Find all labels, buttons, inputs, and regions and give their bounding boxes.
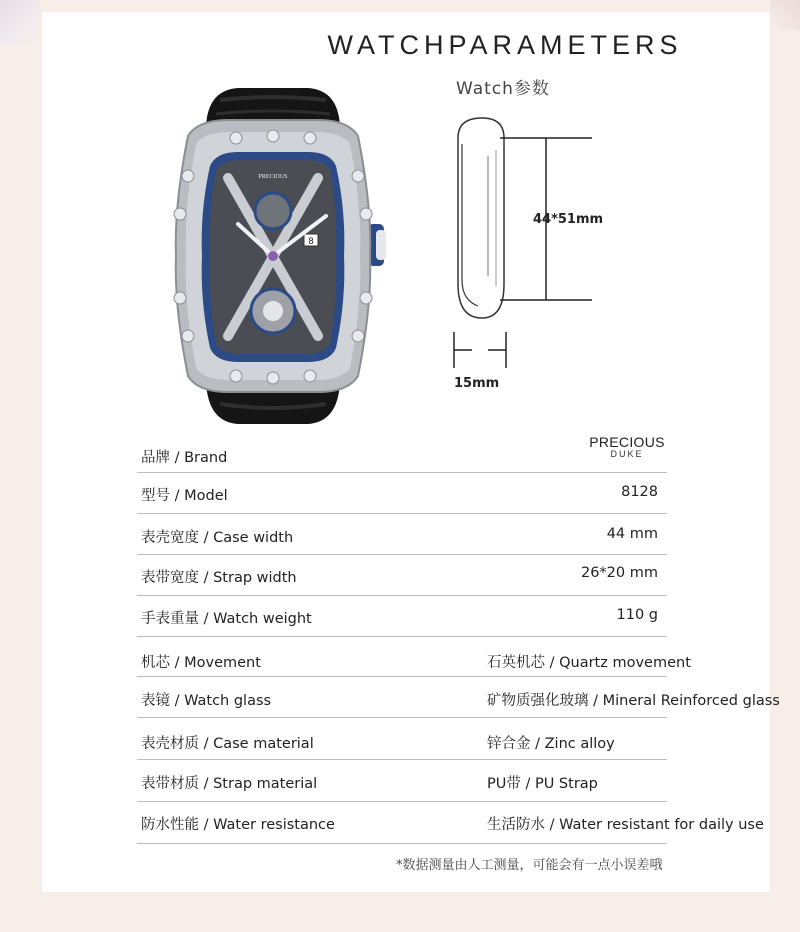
spec-value: 矿物质强化玻璃 / Mineral Reinforced glass	[487, 693, 780, 709]
spec-value: PU带 / PU Strap	[487, 776, 598, 792]
brand-logo	[587, 434, 667, 459]
spec-value: 生活防水 / Water resistant for daily use	[487, 817, 764, 833]
spec-value: 8128	[621, 484, 658, 500]
svg-text:PRECIOUS: PRECIOUS	[258, 174, 288, 180]
spec-row-movement	[137, 637, 691, 677]
spec-label: 品牌 / Brand	[141, 450, 228, 466]
brand-logo-subtext: DUKE	[610, 449, 644, 459]
spec-label: 表壳宽度 / Case width	[141, 530, 294, 546]
spec-label: 表带材质 / Strap material	[141, 776, 318, 792]
spec-label: 表镜 / Watch glass	[141, 693, 272, 709]
spec-label: 表壳材质 / Case material	[141, 736, 314, 752]
measurement-note: *数据测量由人工测量，可能会有一点小误差哦	[396, 858, 663, 873]
spec-value: 44 mm	[606, 526, 658, 542]
spec-row-strap-width	[137, 555, 667, 596]
spec-label: 机芯 / Movement	[141, 655, 261, 671]
spec-row-model	[137, 473, 667, 514]
spec-row-water-resistance	[137, 802, 764, 844]
spec-value: 石英机芯 / Quartz movement	[487, 655, 691, 671]
spec-label: 型号 / Model	[141, 488, 228, 504]
spec-row-watch-weight	[137, 596, 667, 637]
spec-value: 26*20 mm	[580, 565, 658, 581]
spec-row-brand	[137, 432, 667, 473]
spec-value: 锌合金 / Zinc alloy	[487, 736, 615, 752]
svg-text:8: 8	[308, 236, 314, 246]
watch-side-profile-image	[440, 100, 670, 400]
spec-row-watch-glass	[137, 677, 780, 718]
page-subtitle: Watch参数	[456, 79, 550, 99]
height-dimension-label: 44*51mm	[533, 212, 604, 227]
spec-row-case-material	[137, 718, 667, 760]
page-title: WATCHPARAMETERS	[327, 30, 683, 60]
watch-front-image	[158, 86, 388, 428]
spec-row-case-width	[137, 514, 667, 555]
spec-label: 表带宽度 / Strap width	[141, 570, 297, 586]
corner-decoration	[770, 0, 800, 30]
brand-logo-text: PRECIOUS	[589, 434, 665, 450]
spec-label: 手表重量 / Watch weight	[141, 611, 312, 627]
spec-row-strap-material	[137, 760, 667, 802]
spec-label: 防水性能 / Water resistance	[141, 817, 335, 833]
thickness-dimension-label: 15mm	[454, 376, 500, 391]
spec-value: 110 g	[616, 607, 658, 623]
